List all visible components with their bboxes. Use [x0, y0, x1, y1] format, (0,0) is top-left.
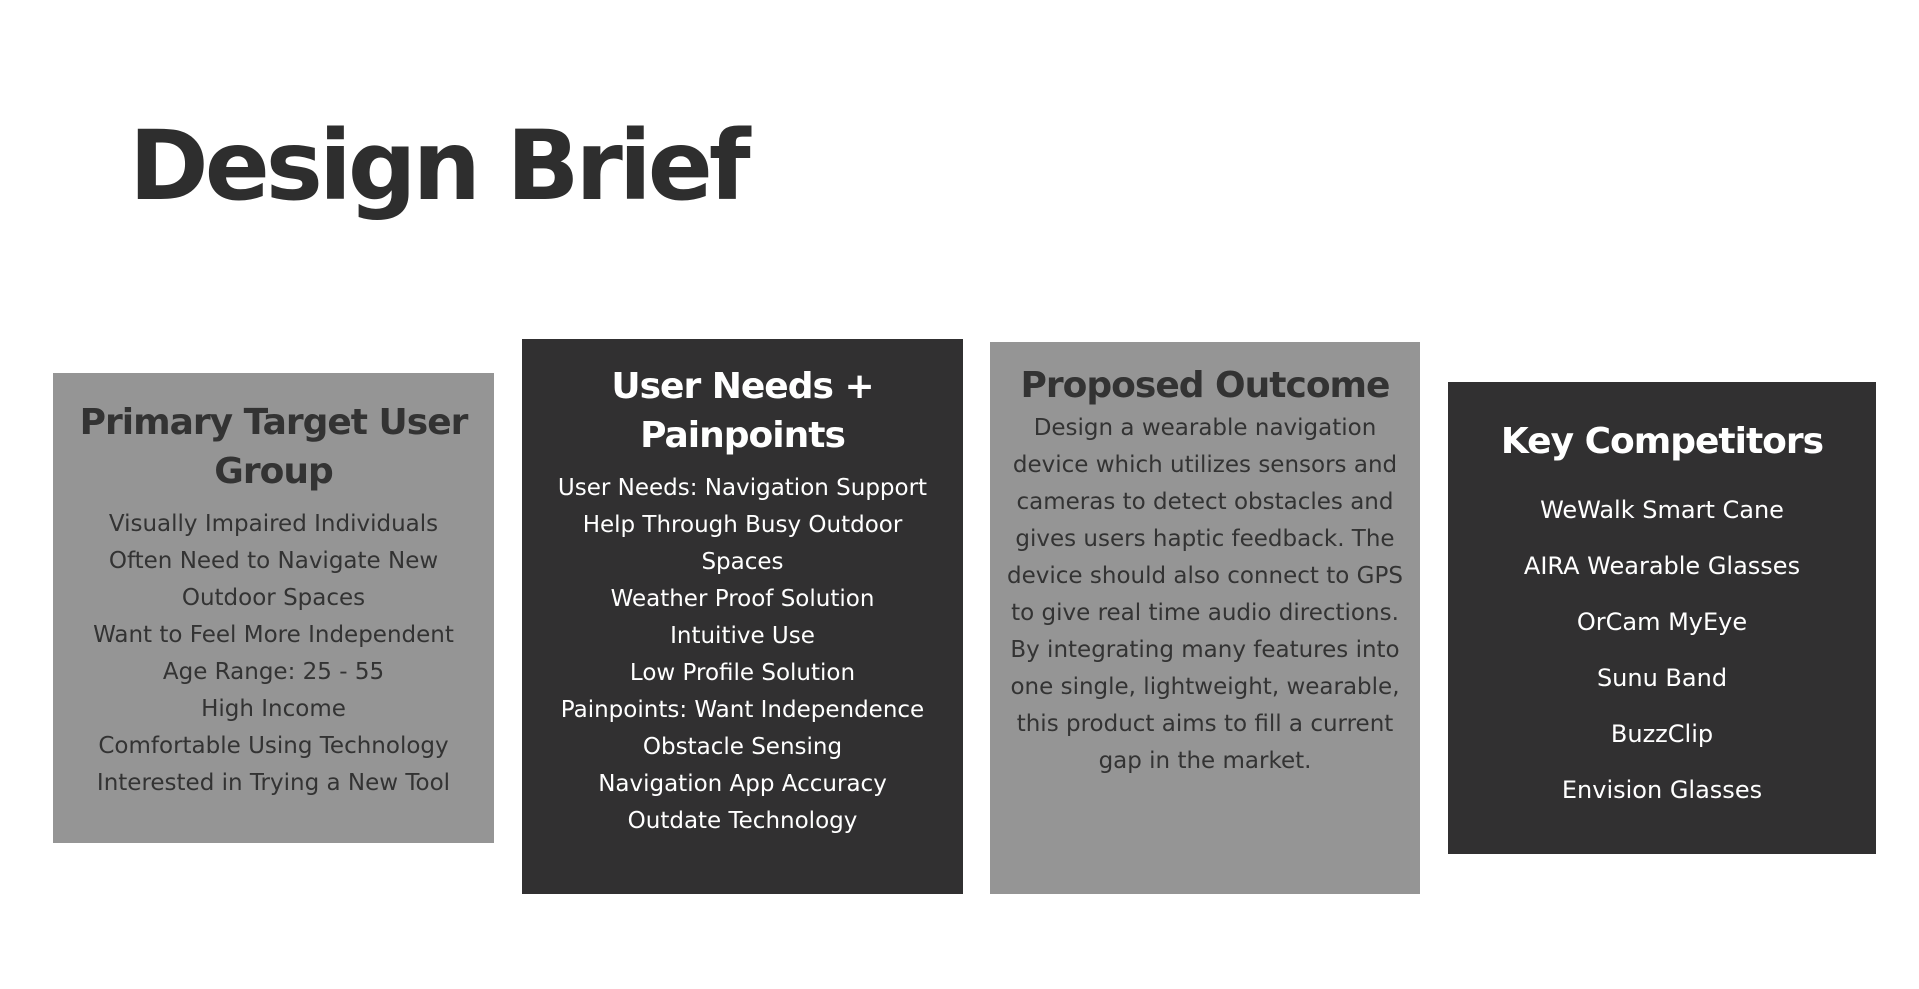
user-needs-item: Intuitive Use [670, 623, 815, 649]
key-competitors-card-title: Key Competitors [1500, 421, 1824, 462]
user-needs-item: Spaces [701, 549, 784, 575]
competitor-item: WeWalk Smart Cane [1540, 496, 1784, 524]
competitors-list [1458, 482, 1866, 818]
target-user-item: High Income [201, 696, 346, 722]
proposed-outcome-card-title: Proposed Outcome [1020, 365, 1390, 406]
target-user-card-title: Primary Target User Group [79, 402, 468, 492]
user-needs-item: Navigation App Accuracy [598, 771, 887, 797]
user-needs-item: Help Through Busy Outdoor [582, 512, 903, 538]
page-title: Design Brief [129, 110, 747, 222]
target-user-item: Want to Feel More Independent [93, 622, 454, 648]
user-needs-item: Obstacle Sensing [642, 734, 843, 760]
target-user-item: Visually Impaired Individuals [108, 511, 439, 537]
user-needs-item: Outdate Technology [627, 808, 858, 834]
competitor-item: AIRA Wearable Glasses [1523, 552, 1801, 580]
competitor-item: Sunu Band [1596, 664, 1728, 692]
proposed-outcome-text: Design a wearable navigation device which utilizes sensors and cameras to detect obstacles and gives users haptic feedback. The device should also connect to GPS to give real time audio directions. By integrating many features into one single, lightweight, wearable, this product aims to fill a current gap in the market. [1007, 415, 1403, 774]
user-needs-card-title: User Needs + Painpoints [611, 366, 874, 456]
target-user-item: Age Range: 25 - 55 [162, 659, 385, 685]
user-needs-list [532, 470, 953, 840]
target-user-item: Outdoor Spaces [181, 585, 366, 611]
target-user-item: Often Need to Navigate New [108, 548, 439, 574]
target-user-list [67, 506, 480, 802]
user-needs-card [522, 339, 963, 894]
proposed-outcome-card [990, 342, 1420, 894]
user-needs-item: User Needs: Navigation Support [557, 475, 928, 501]
target-user-item: Interested in Trying a New Tool [96, 770, 451, 796]
competitor-item: Envision Glasses [1561, 776, 1763, 804]
target-user-item: Comfortable Using Technology [98, 733, 449, 759]
key-competitors-card [1448, 382, 1876, 854]
user-needs-item: Low Profile Solution [629, 660, 856, 686]
competitor-item: BuzzClip [1610, 720, 1714, 748]
competitor-item: OrCam MyEye [1576, 608, 1748, 636]
user-needs-item: Painpoints: Want Independence [560, 697, 925, 723]
user-needs-item: Weather Proof Solution [610, 586, 875, 612]
target-user-card [53, 373, 494, 843]
